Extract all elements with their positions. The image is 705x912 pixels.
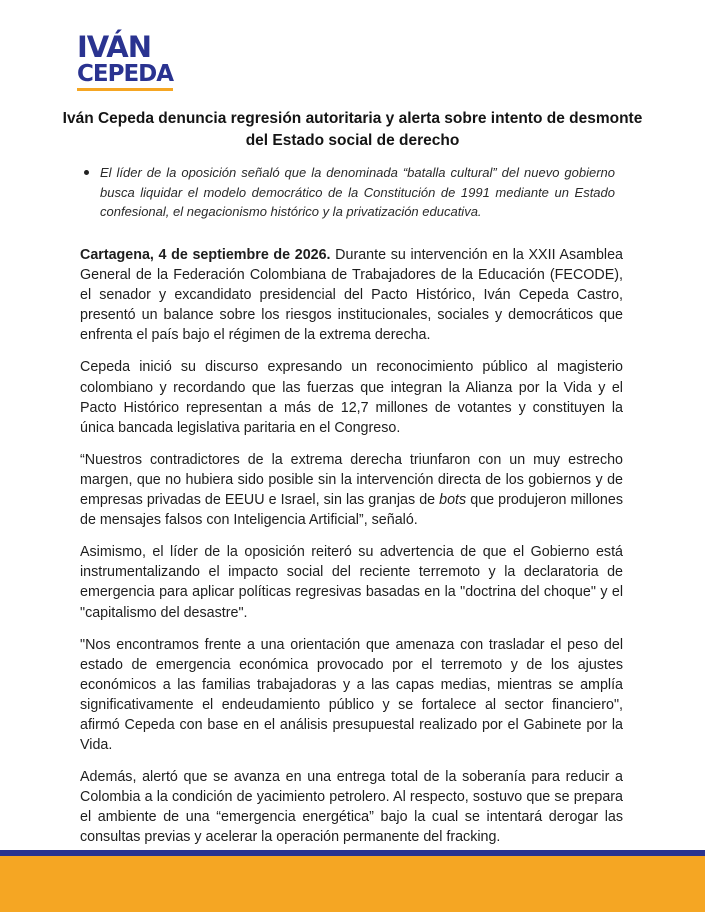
article-body: [80, 245, 623, 860]
lead-summary: El líder de la oposición señaló que la denominada “batalla cultural” del nuevo gobierno busca liquidar el modelo democrático de la Constitución de 1991 mediante un Estado confesional, el negacionismo histórico y la privatización educativa.: [100, 165, 615, 219]
paragraph-3-text-a: “Nuestros contradictores de la extrema derecha triunfaron con un muy estrecho margen, que no hubiera sido posible sin la intervención directa de los gobiernos y de empresas privadas de EEUU e Israel, sin las granjas de: [80, 451, 623, 509]
logo-line-1: IVÁN: [77, 30, 151, 64]
paragraph-6: Además, alertó que se avanza en una entrega total de la soberanía para reducir a Colombia a la condición de yacimiento petrolero. Al respecto, sostuvo que se prepara el ambiente de una “emergencia energética” bajo la cual se intentará derogar las consultas previas y acelerar la operación permanente del fracking.: [80, 769, 623, 846]
paragraph-5: "Nos encontramos frente a una orientación que amenaza con trasladar el peso del estado de emergencia económica provocado por el terremoto y de los ajustes económicos a las familias trabajadoras y a las capas medias, mientras se amplía significativamente el endeudamiento público y se fortalece al sector financiero", afirmó Cepeda con base en el análisis presupuestal realizado por el Gabinete por la Vida.: [80, 636, 623, 754]
dateline: Cartagena, 4 de septiembre de 2026.: [80, 247, 331, 263]
logo-line-2: CEPEDA: [77, 61, 174, 87]
paragraph-2: Cepeda inició su discurso expresando un reconocimiento público al magisterio colombiano y recordando que las fuerzas que integran la Alianza por la Vida y el Pacto Histórico representan a más de 12,7 millones de votantes y constituyen la única bancada legislativa paritaria en el Congreso.: [80, 359, 623, 436]
paragraph-4: Asimismo, el líder de la oposición reiteró su advertencia de que el Gobierno está instrumentalizando el impacto social del reciente terremoto y la declaratoria de emergencia para aplicar políticas regresivas basadas en la "doctrina del choque" y el "capitalismo del desastre".: [80, 544, 623, 621]
paragraph-1-text: Durante su intervención en la XXII Asamblea General de la Federación Colombiana de Trabajadores de la Educación (FECODE), el senador y excandidato presidencial del Pacto Histórico, Iván Cepeda Castro, presentó un balance sobre los riesgos institucionales, sociales y democráticos que enfrenta el país bajo el régimen de la extrema derecha.: [80, 247, 623, 344]
press-release-title: Iván Cepeda denuncia regresión autoritaria y alerta sobre intento de desmonte del Estado social de derecho: [62, 110, 643, 149]
bullet-icon: [84, 170, 89, 175]
campaign-logo: [77, 30, 177, 91]
logo-underline: [77, 88, 173, 91]
paragraph-3-emphasis: bots: [439, 492, 467, 509]
paragraph-3-text-b: que produjeron millones de mensajes falsos con Inteligencia Artificial”, señaló.: [80, 492, 623, 529]
paragraph-1: [80, 245, 623, 345]
paragraph-3: [80, 450, 623, 530]
footer-band-orange: [0, 856, 705, 912]
